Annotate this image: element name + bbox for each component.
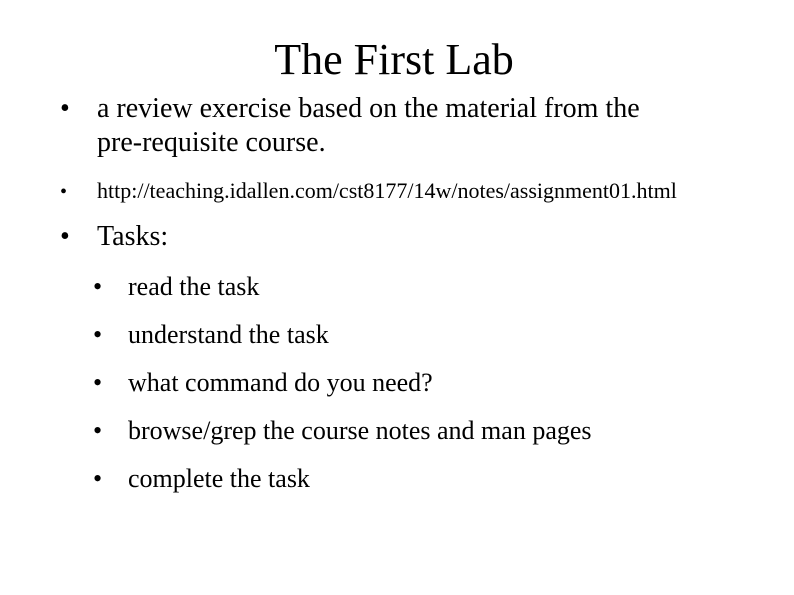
- task-item: [93, 416, 733, 446]
- task-item-text: read the task: [128, 272, 260, 301]
- task-item-text: what command do you need?: [128, 368, 433, 397]
- task-item-text: complete the task: [128, 464, 310, 493]
- bullet-glyph: •: [93, 416, 103, 445]
- bullet-glyph: •: [93, 320, 103, 349]
- assignment-url-text: http://teaching.idallen.com/cst8177/14w/notes/assignment01.html: [97, 178, 677, 203]
- task-item: [93, 368, 693, 398]
- bullet-glyph: •: [93, 368, 103, 397]
- tasks-heading: Tasks:: [97, 221, 169, 252]
- slide-title: The First Lab: [274, 35, 514, 84]
- bullet-text-line2: pre-requisite course.: [97, 127, 326, 158]
- task-item: [93, 320, 693, 350]
- bullet-glyph: •: [60, 221, 70, 252]
- task-item-text: understand the task: [128, 320, 329, 349]
- task-item: [93, 272, 693, 302]
- bullet-text-line1: a review exercise based on the material from the: [97, 93, 640, 124]
- bullet-glyph: •: [93, 272, 103, 301]
- task-item: [93, 464, 693, 494]
- bullet-glyph: •: [60, 93, 70, 124]
- bullet-review-exercise: [60, 92, 780, 162]
- bullet-glyph: •: [60, 181, 68, 203]
- bullet-glyph: •: [93, 464, 103, 493]
- task-item-text: browse/grep the course notes and man pages: [128, 416, 592, 445]
- bullet-assignment-url: [60, 178, 780, 206]
- bullet-tasks: [60, 220, 360, 254]
